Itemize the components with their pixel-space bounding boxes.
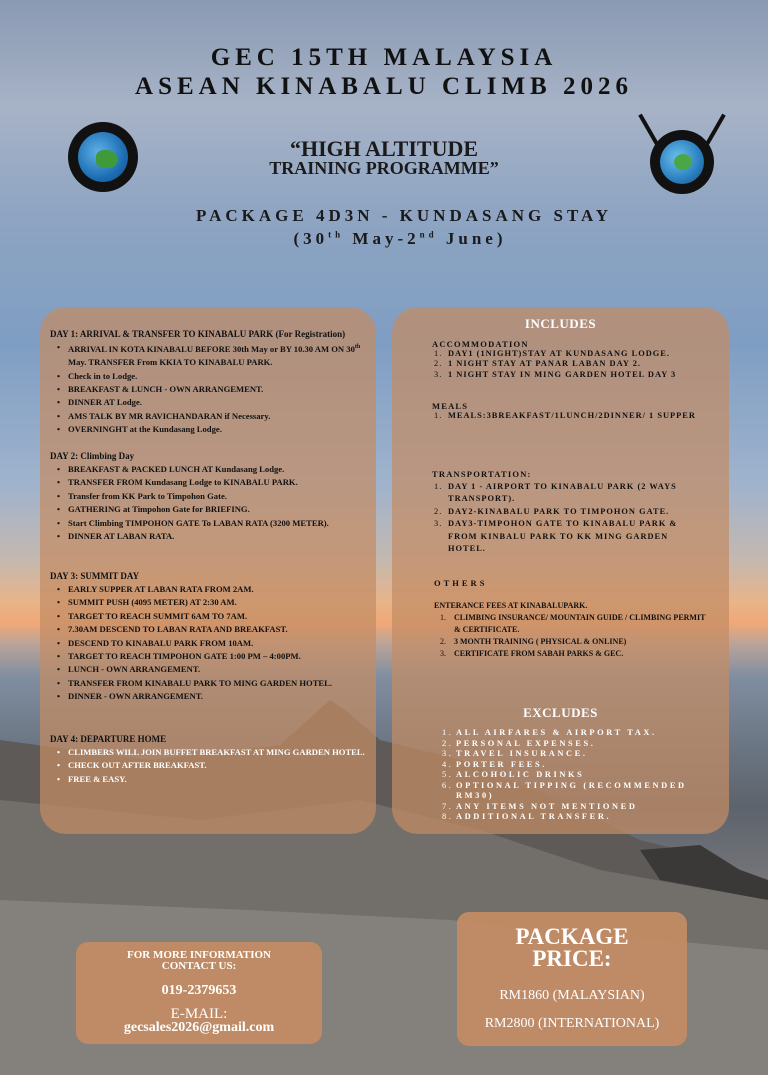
list-item: • DINNER AT Lodge.	[56, 396, 368, 409]
contact-heading: FOR MORE INFORMATION CONTACT US:	[126, 949, 271, 972]
list-item: 2. PERSONAL EXPENSES.	[442, 738, 596, 748]
excludes-heading: EXCLUDES	[523, 705, 598, 720]
list-item: • TARGET TO REACH TIMPOHON GATE 1:00 PM – 4:00PM.	[56, 650, 368, 663]
includes-heading: INCLUDES	[524, 316, 597, 331]
list-item: • BREAKFAST & PACKED LUNCH AT Kundasang Lodge.	[56, 463, 368, 476]
list-item: • GATHERING at Timpohon Gate for BRIEFING.	[56, 503, 368, 516]
day1-heading: DAY 1: ARRIVAL & TRANSFER TO KINABALU PARK (For Registration)	[50, 329, 346, 339]
list-item: 1. MEALS:3BREAKFAST/1LUNCH/2DINNER/ 1 SUPPER	[434, 411, 696, 420]
others-list	[440, 612, 712, 660]
list-item: • DESCEND TO KINABALU PARK FROM 10AM.	[56, 637, 368, 650]
list-item: • DINNER - OWN ARRANGEMENT.	[56, 690, 368, 703]
contact-box	[76, 942, 322, 1044]
list-item: 5. ALCOHOLIC DRINKS	[442, 770, 585, 779]
list-item: • Check in to Lodge.	[56, 370, 368, 383]
package-price-box	[457, 912, 687, 1046]
list-item: 1. DAY1 (1NIGHT)STAY AT KUNDASANG LODGE.	[434, 349, 670, 358]
list-item: 4. PORTER FEES.	[442, 759, 547, 769]
list-item: 3. 1 NIGHT STAY IN MING GARDEN HOTEL DAY 3	[434, 369, 677, 379]
list-item: 2. DAY2-KINABALU PARK TO TIMPOHON GATE.	[434, 506, 670, 516]
day3-heading: DAY 3: SUMMIT DAY	[50, 571, 140, 581]
transportation-heading: TRANSPORTATION:	[432, 469, 532, 479]
list-item: • Start Climbing TIMPOHON GATE To LABAN RATA (3200 METER).	[56, 517, 368, 530]
meals-heading: MEALS	[432, 401, 469, 411]
day3-list	[56, 583, 368, 704]
list-item: 2. 1 NIGHT STAY AT PANAR LABAN DAY 2.	[434, 359, 641, 369]
contact-email[interactable]: gecsales2026@gmail.com	[123, 1020, 275, 1035]
others-intro: ENTERANCE FEES AT KINABALUPARK.	[434, 601, 588, 610]
title-line-2: ASEAN KINABALU CLIMB 2026	[135, 73, 633, 100]
list-item: • ARRIVAL IN KOTA KINABALU BEFORE 30th May or BY 10.30 AM ON 30th May. TRANSFER From KKIA TO KINABALU PARK.	[56, 341, 368, 370]
list-item: 7. ANY ITEMS NOT MENTIONED	[442, 801, 638, 811]
list-item: 1. DAY 1 - AIRPORT TO KINABALU PARK (2 WAYS TRANSPORT).	[434, 482, 677, 504]
list-item: • FREE & EASY.	[56, 773, 368, 786]
list-item: 8. ADDITIONAL TRANSFER.	[442, 812, 612, 821]
list-item: • CLIMBERS WILL JOIN BUFFET BREAKFAST AT MING GARDEN HOTEL.	[56, 746, 368, 759]
list-item: • EARLY SUPPER AT LABAN RATA FROM 2AM.	[56, 583, 368, 596]
title-line-1: GEC 15TH MALAYSIA	[210, 44, 558, 71]
day1-list	[56, 341, 368, 437]
list-item: 3. DAY3-TIMPOHON GATE TO KINABALU PARK & FROM KINBALU PARK TO KK MING GARDEN HOTEL.	[434, 519, 678, 554]
package-name: PACKAGE 4D3N - KUNDASANG STAY	[195, 206, 613, 225]
list-item: • BREAKFAST & LUNCH - OWN ARRANGEMENT.	[56, 383, 368, 396]
list-item: 6. OPTIONAL TIPPING (RECOMMENDED RM30)	[442, 780, 687, 800]
list-item: • CHECK OUT AFTER BREAKFAST.	[56, 759, 368, 772]
day4-heading: DAY 4: DEPARTURE HOME	[50, 734, 167, 744]
contact-email-label: E-MAIL:	[170, 1006, 228, 1022]
list-item: • LUNCH - OWN ARRANGEMENT.	[56, 663, 368, 676]
price-international: RM2800 (INTERNATIONAL)	[484, 1016, 660, 1031]
list-item: • 7.30AM DESCEND TO LABAN RATA AND BREAKFAST.	[56, 623, 368, 636]
list-item: • TRANSFER FROM Kundasang Lodge to KINABALU PARK.	[56, 476, 368, 489]
list-item: 2. 3 MONTH TRAINING ( PHYSICAL & ONLINE)	[440, 637, 627, 646]
subtitle-line-2: TRAINING PROGRAMME”	[269, 158, 499, 178]
list-item: • OVERNINGHT at the Kundasang Lodge.	[56, 423, 368, 436]
list-item: • SUMMIT PUSH (4095 METER) AT 2:30 AM.	[56, 596, 368, 609]
excludes-list	[442, 728, 710, 823]
list-item: • DINNER AT LABAN RATA.	[56, 530, 368, 543]
others-heading: OTHERS	[434, 578, 488, 588]
list-item: • Transfer from KK Park to Timpohon Gate.	[56, 490, 368, 503]
day4-list	[56, 746, 368, 786]
day2-heading: DAY 2: Climbing Day	[50, 451, 135, 461]
day2-list	[56, 463, 368, 543]
package-dates: (30th May-2nd June)	[293, 229, 507, 248]
list-item: 1. ALL AIRFARES & AIRPORT TAX.	[442, 728, 657, 737]
meals-list	[434, 411, 702, 421]
accommodation-heading: ACCOMMODATION	[432, 339, 529, 349]
list-item: • AMS TALK BY MR RAVICHANDARAN if Necessary.	[56, 410, 368, 423]
transportation-list	[434, 481, 700, 555]
list-item: 3. CERTIFICATE FROM SABAH PARKS & GEC.	[440, 649, 624, 658]
contact-phone[interactable]: 019-2379653	[161, 983, 237, 998]
price-heading: PACKAGE PRICE:	[515, 924, 629, 971]
price-malaysian: RM1860 (MALAYSIAN)	[499, 988, 645, 1003]
list-item: 3. TRAVEL INSURANCE.	[442, 749, 588, 758]
subtitle-line-1: “HIGH ALTITUDE	[289, 136, 479, 161]
accommodation-list	[434, 349, 702, 380]
list-item: 1. CLIMBING INSURANCE/ MOUNTAIN GUIDE / CLIMBING PERMIT & CERTIFICATE.	[440, 613, 706, 634]
list-item: • TARGET TO REACH SUMMIT 6AM TO 7AM.	[56, 610, 368, 623]
list-item: • TRANSFER FROM KINABALU PARK TO MING GARDEN HOTEL.	[56, 677, 368, 690]
